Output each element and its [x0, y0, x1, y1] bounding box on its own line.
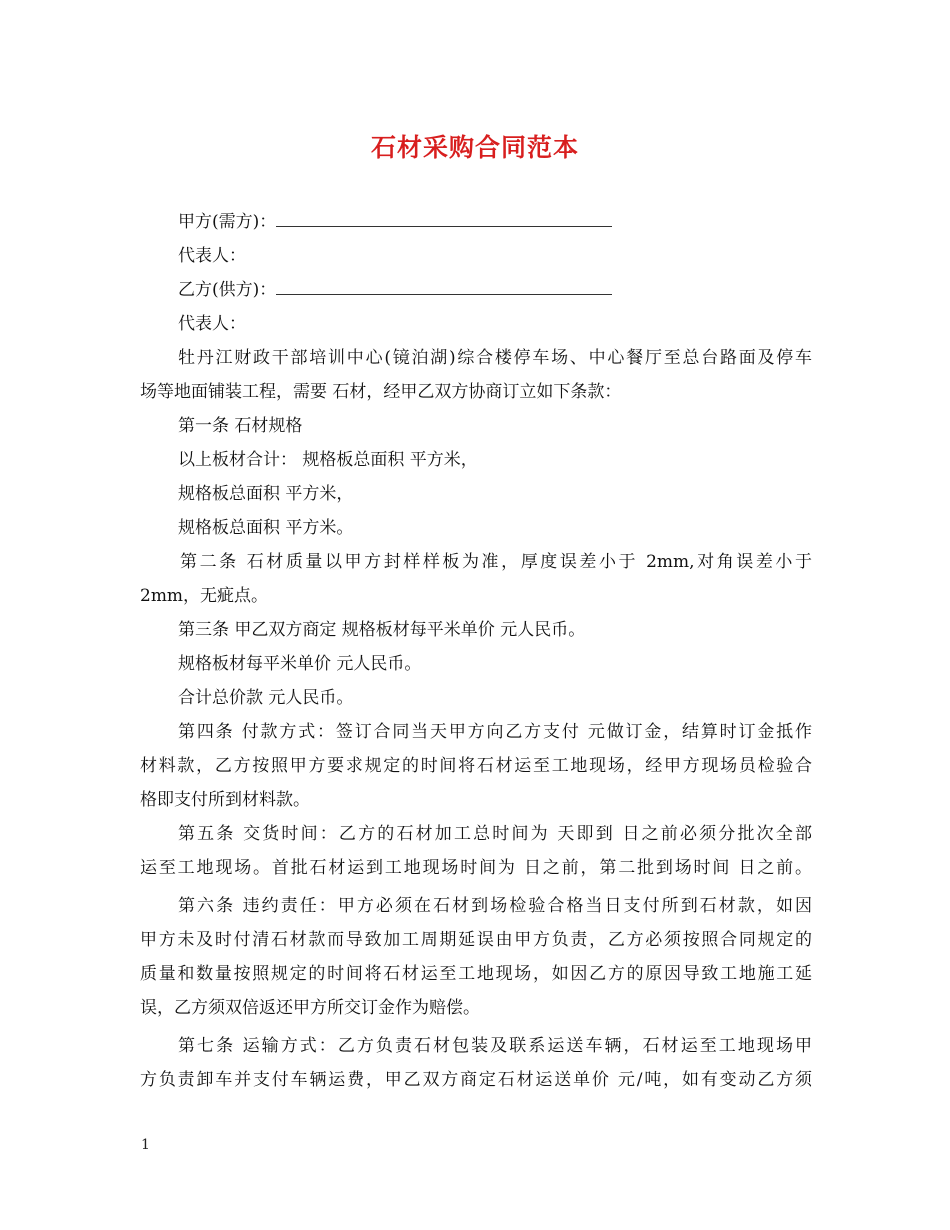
- article-1-line-1: 以上板材合计： 规格板总面积 平方米，: [178, 450, 478, 470]
- party-b-line: [178, 280, 850, 300]
- page-number: 1: [141, 1137, 150, 1153]
- party-a-blank: [276, 212, 612, 227]
- article-3-line-2: 规格板材每平米单价 元人民币。: [178, 654, 422, 674]
- article-2-line-1: 第二条 石材质量以甲方封样样板为准，厚度误差小于 2mm,对角误差小于: [180, 552, 812, 572]
- article-2-line-2: 2mm，无疵点。: [140, 586, 269, 606]
- article-1-title: 第一条 石材规格: [178, 416, 303, 436]
- article-1-line-3: 规格板总面积 平方米。: [178, 518, 354, 538]
- article-4-line-1: 第四条 付款方式：签订合同当天甲方向乙方支付 元做订金，结算时订金抵作: [178, 722, 812, 742]
- party-a-line: [178, 212, 850, 232]
- intro-line-2: 场等地面铺装工程，需要 石材，经甲乙双方协商订立如下条款：: [140, 382, 622, 402]
- article-6-line-4: 误，乙方须双倍返还甲方所交订金作为赔偿。: [140, 998, 480, 1018]
- article-3-line-1: 第三条 甲乙双方商定 规格板材每平米单价 元人民币。: [178, 620, 586, 640]
- intro-line-1: 牡丹江财政干部培训中心(镜泊湖)综合楼停车场、中心餐厅至总台路面及停车: [178, 348, 812, 368]
- article-6-line-3: 质量和数量按照规定的时间将石材运至工地现场，如因乙方的原因导致工地施工延: [140, 964, 812, 984]
- party-b-blank: [276, 280, 612, 295]
- article-4-line-2: 材料款，乙方按照甲方要求规定的时间将石材运至工地现场，经甲方现场员检验合: [140, 756, 812, 776]
- party-a-label: 甲方(需方)：: [178, 212, 277, 232]
- article-7-line-1: 第七条 运输方式：乙方负责石材包装及联系运送车辆，石材运至工地现场甲: [178, 1036, 812, 1056]
- article-6-line-2: 甲方未及时付清石材款而导致加工周期延误由甲方负责，乙方必须按照合同规定的: [140, 930, 812, 950]
- party-b-label: 乙方(供方)：: [178, 280, 277, 300]
- rep-a-line: 代表人：: [178, 246, 246, 266]
- article-5-line-2: 运至工地现场。首批石材运到工地现场时间为 日之前，第二批到场时间 日之前。: [140, 858, 812, 878]
- document-title: 石材采购合同范本: [370, 133, 579, 162]
- article-7-line-2: 方负责卸车并支付车辆运费，甲乙双方商定石材运送单价 元/吨，如有变动乙方须: [140, 1070, 812, 1090]
- rep-b-line: 代表人：: [178, 314, 246, 334]
- article-5-line-1: 第五条 交货时间：乙方的石材加工总时间为 天即到 日之前必须分批次全部: [178, 824, 812, 844]
- article-6-line-1: 第六条 违约责任：甲方必须在石材到场检验合格当日支付所到石材款，如因: [178, 896, 812, 916]
- article-3-line-3: 合计总价款 元人民币。: [178, 688, 354, 708]
- article-1-line-2: 规格板总面积 平方米，: [178, 484, 354, 504]
- article-4-line-3: 格即支付所到材料款。: [140, 790, 310, 810]
